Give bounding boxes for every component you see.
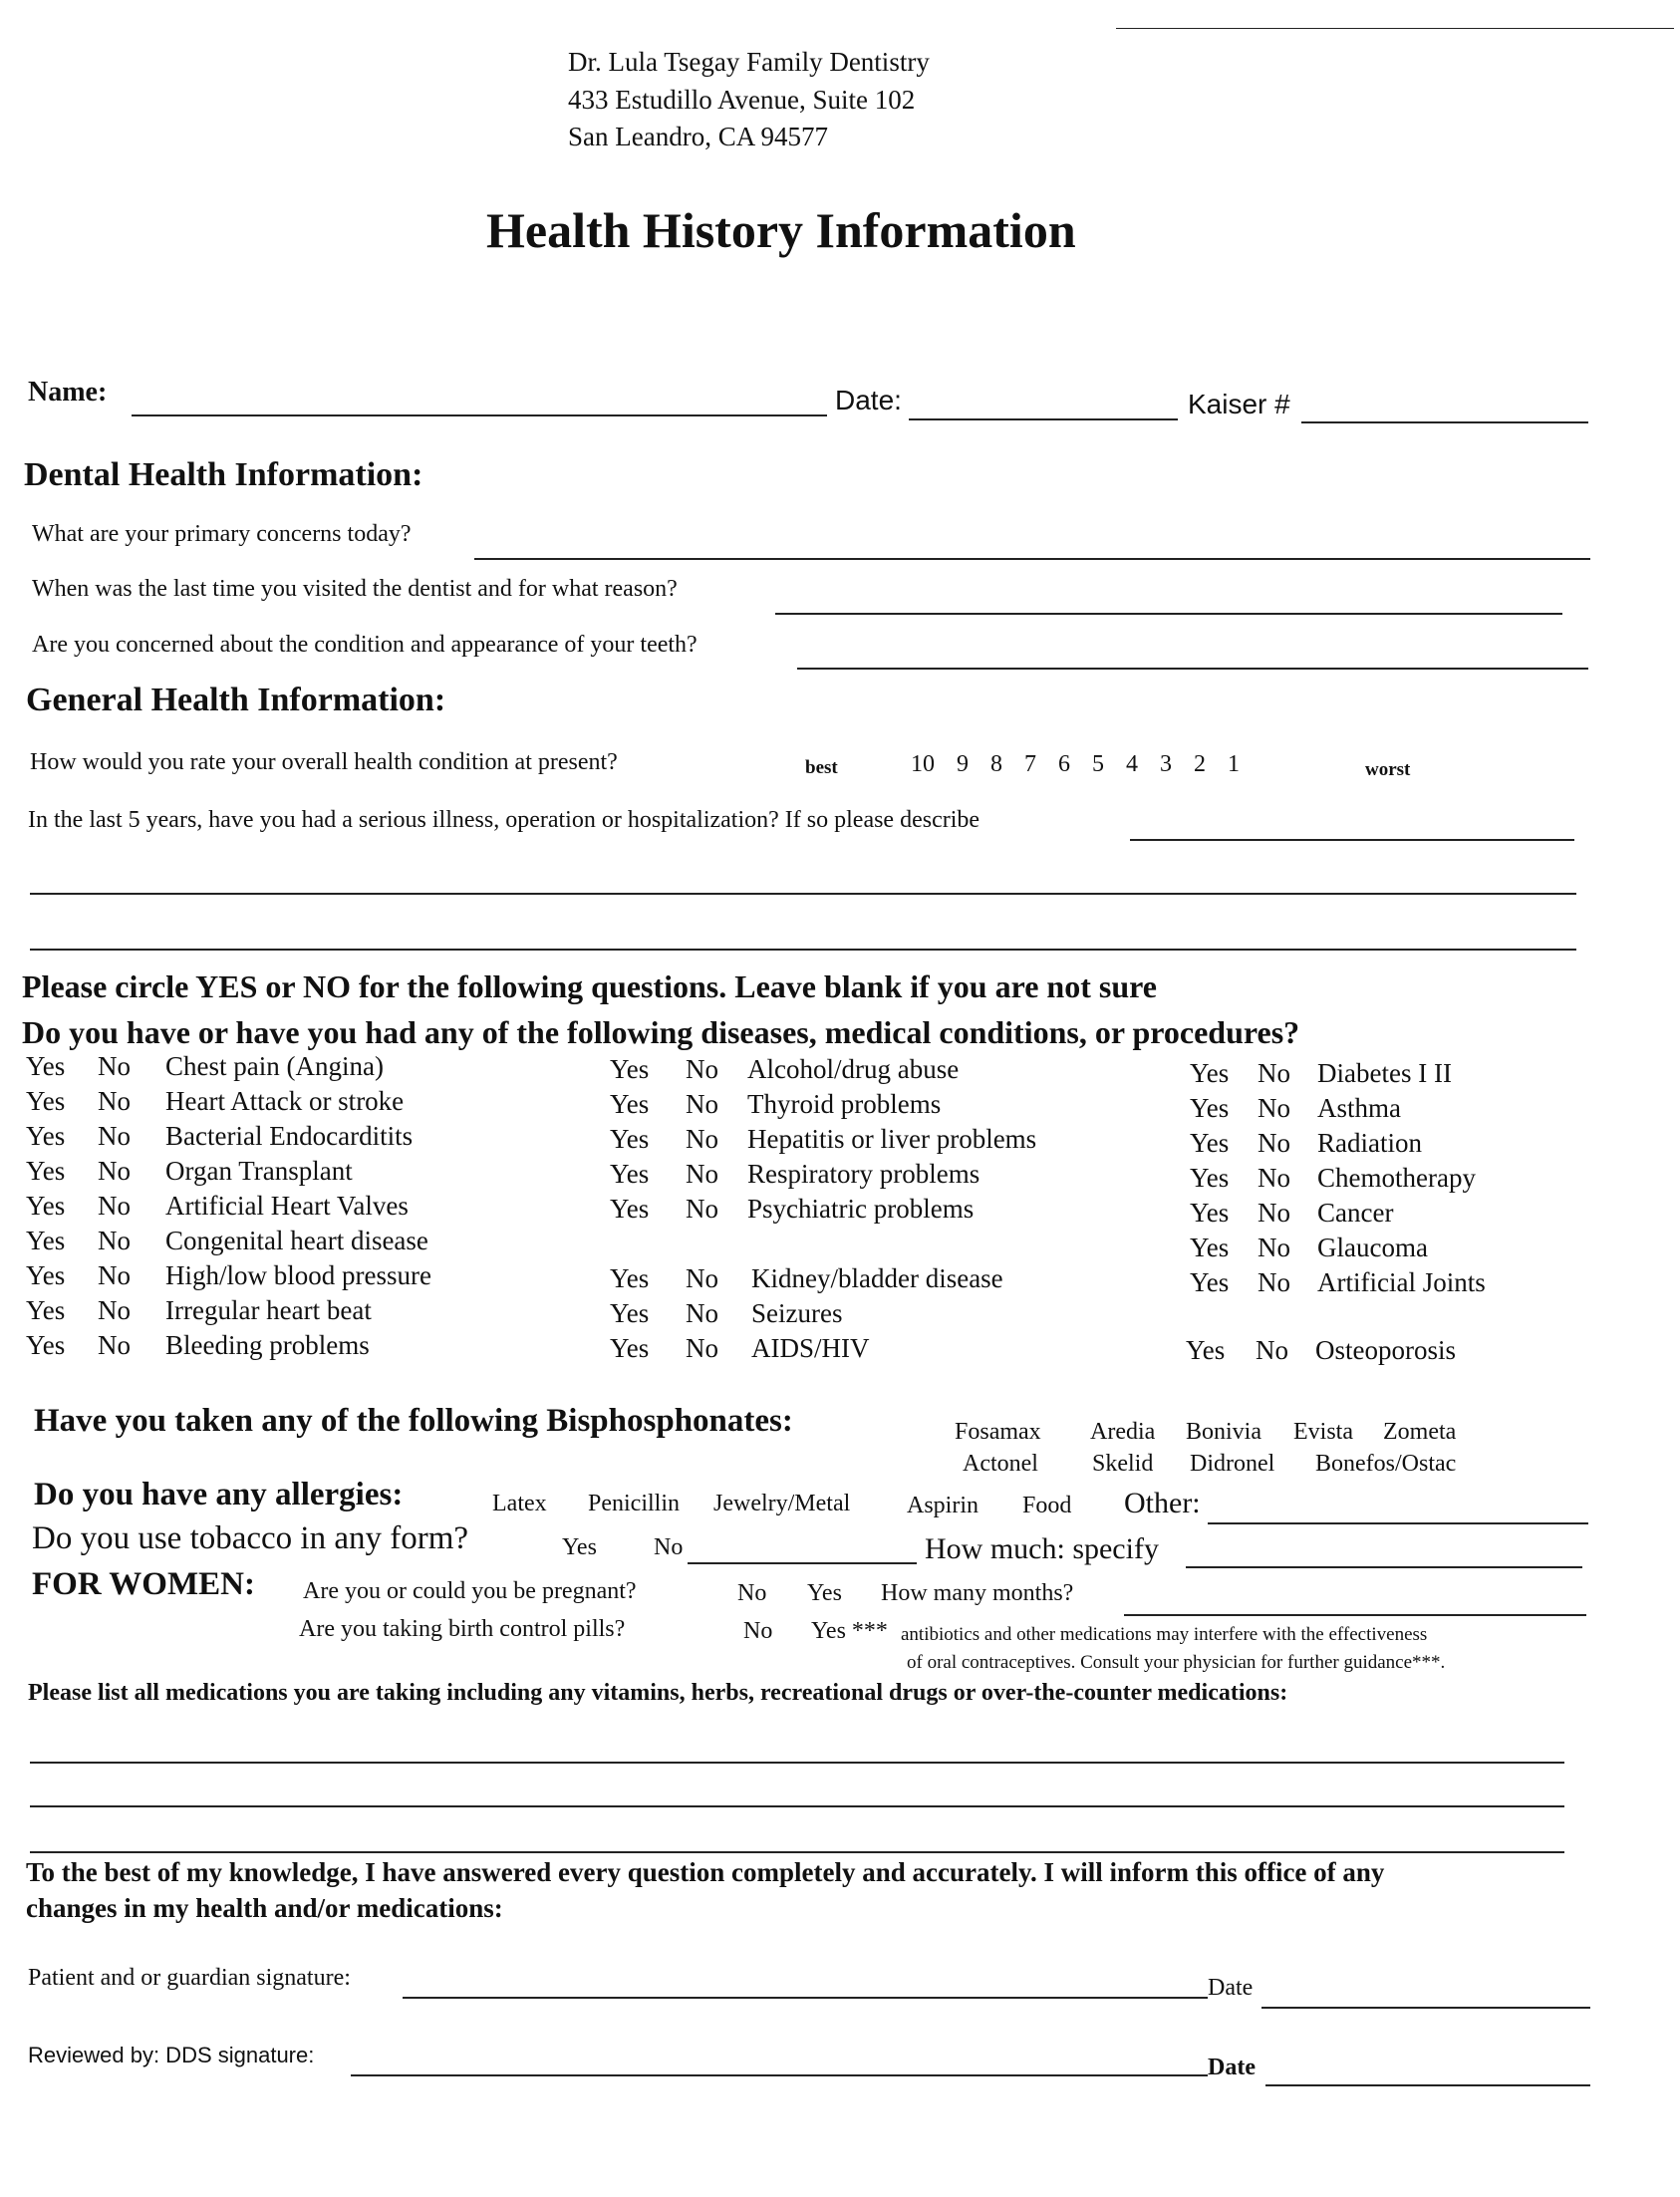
- health-rating-scale[interactable]: [911, 751, 1261, 778]
- no-option[interactable]: No: [1258, 1058, 1290, 1088]
- bis-bonefos[interactable]: Bonefos/Ostac: [1315, 1451, 1457, 1477]
- condition-label: Chest pain (Angina): [165, 1051, 384, 1081]
- no-option[interactable]: No: [98, 1330, 131, 1360]
- birth-control-yes[interactable]: Yes ***: [811, 1618, 888, 1644]
- birth-control-no[interactable]: No: [743, 1618, 773, 1644]
- no-option[interactable]: No: [1256, 1335, 1288, 1365]
- worst-label: worst: [1365, 759, 1411, 780]
- no-option[interactable]: No: [1258, 1198, 1290, 1228]
- allergy-latex[interactable]: Latex: [492, 1491, 547, 1516]
- yes-option[interactable]: Yes: [610, 1194, 650, 1224]
- yes-option[interactable]: Yes: [610, 1298, 650, 1328]
- date-label: Date:: [835, 385, 902, 415]
- dental-q1-field[interactable]: [474, 558, 1590, 560]
- illness-question: In the last 5 years, have you had a serious illness, operation or hospitalization? If so please describe: [28, 807, 980, 833]
- months-label: How many months?: [881, 1580, 1074, 1606]
- condition-label: Thyroid problems: [747, 1089, 942, 1119]
- condition-label: Irregular heart beat: [165, 1295, 372, 1325]
- attestation-line1: To the best of my knowledge, I have answered every question completely and accurately. I will inform this office of any: [26, 1857, 1385, 1887]
- no-option[interactable]: No: [98, 1156, 131, 1186]
- no-option[interactable]: No: [686, 1194, 718, 1224]
- no-option[interactable]: No: [98, 1260, 131, 1290]
- no-option[interactable]: No: [1258, 1267, 1290, 1297]
- condition-label: High/low blood pressure: [165, 1260, 431, 1290]
- tobacco-no[interactable]: No: [654, 1534, 684, 1560]
- rating-8[interactable]: 8: [990, 751, 1002, 777]
- bis-bonivia[interactable]: Bonivia: [1186, 1419, 1261, 1445]
- practice-address-line1: 433 Estudillo Avenue, Suite 102: [568, 85, 916, 115]
- yes-option[interactable]: Yes: [1190, 1093, 1230, 1123]
- tobacco-field[interactable]: [688, 1562, 917, 1564]
- yes-option[interactable]: Yes: [610, 1124, 650, 1154]
- dental-q3-field[interactable]: [797, 668, 1588, 670]
- yes-option[interactable]: Yes: [1190, 1198, 1230, 1228]
- yes-option[interactable]: Yes: [26, 1191, 66, 1221]
- top-rule: [1116, 28, 1674, 29]
- dental-heading: Dental Health Information:: [24, 456, 423, 493]
- tobacco-how-much-label: How much: specify: [925, 1532, 1159, 1565]
- bis-aredia[interactable]: Aredia: [1090, 1419, 1156, 1445]
- yes-option[interactable]: Yes: [1190, 1128, 1230, 1158]
- yes-option[interactable]: Yes: [1190, 1058, 1230, 1088]
- yes-option[interactable]: Yes: [26, 1260, 66, 1290]
- medications-field-2[interactable]: [30, 1805, 1564, 1807]
- condition-label: Kidney/bladder disease: [751, 1263, 1003, 1293]
- practice-address-line2: San Leandro, CA 94577: [568, 122, 828, 151]
- tobacco-label: Do you use tobacco in any form?: [32, 1520, 469, 1556]
- bis-didronel[interactable]: Didronel: [1190, 1451, 1275, 1477]
- tobacco-yes[interactable]: Yes: [562, 1534, 597, 1560]
- yes-option[interactable]: Yes: [26, 1330, 66, 1360]
- dental-q2-field[interactable]: [775, 613, 1562, 615]
- contraceptive-note-1: antibiotics and other medications may interfere with the effectiveness: [901, 1624, 1428, 1645]
- no-option[interactable]: No: [1258, 1128, 1290, 1158]
- no-option[interactable]: No: [98, 1226, 131, 1255]
- patient-signature-label: Patient and or guardian signature:: [28, 1965, 351, 1991]
- medications-field-3[interactable]: [30, 1851, 1564, 1853]
- condition-label: Hepatitis or liver problems: [747, 1124, 1037, 1154]
- bis-actonel[interactable]: Actonel: [963, 1451, 1038, 1477]
- rating-5[interactable]: 5: [1092, 751, 1104, 777]
- no-option[interactable]: No: [98, 1295, 131, 1325]
- bis-skelid[interactable]: Skelid: [1092, 1451, 1154, 1477]
- patient-date-field[interactable]: [1261, 2007, 1590, 2009]
- patient-date-label: Date: [1208, 1975, 1254, 2001]
- dental-q1: What are your primary concerns today?: [32, 521, 412, 547]
- attestation-line2: changes in my health and/or medications:: [26, 1893, 503, 1923]
- dental-q2: When was the last time you visited the dentist and for what reason?: [32, 576, 678, 602]
- condition-label: Radiation: [1317, 1128, 1422, 1158]
- no-option[interactable]: No: [686, 1054, 718, 1084]
- yes-option[interactable]: Yes: [26, 1086, 66, 1116]
- no-option[interactable]: No: [98, 1191, 131, 1221]
- no-option[interactable]: No: [686, 1089, 718, 1119]
- condition-label: Psychiatric problems: [747, 1194, 975, 1224]
- condition-label: Respiratory problems: [747, 1159, 980, 1189]
- name-label: Name:: [28, 377, 108, 408]
- yes-option[interactable]: Yes: [26, 1156, 66, 1186]
- condition-label: Glaucoma: [1317, 1233, 1428, 1262]
- yes-option[interactable]: Yes: [610, 1054, 650, 1084]
- allergy-other-field[interactable]: [1208, 1522, 1588, 1524]
- best-label: best: [805, 757, 838, 778]
- yes-option[interactable]: Yes: [610, 1263, 650, 1293]
- rating-7[interactable]: 7: [1024, 751, 1036, 777]
- condition-label: Bleeding problems: [165, 1330, 370, 1360]
- condition-label: Heart Attack or stroke: [165, 1086, 405, 1116]
- kaiser-field[interactable]: [1301, 421, 1588, 423]
- yes-option[interactable]: Yes: [610, 1089, 650, 1119]
- no-option[interactable]: No: [686, 1298, 718, 1328]
- kaiser-label: Kaiser #: [1188, 389, 1290, 419]
- yes-option[interactable]: Yes: [1190, 1267, 1230, 1297]
- condition-label: Bacterial Endocarditits: [165, 1121, 414, 1151]
- rate-question: How would you rate your overall health condition at present?: [30, 749, 618, 775]
- condition-label: Congenital heart disease: [165, 1226, 428, 1255]
- no-option[interactable]: No: [1258, 1163, 1290, 1193]
- no-option[interactable]: No: [98, 1086, 131, 1116]
- rating-2[interactable]: 2: [1194, 751, 1206, 777]
- women-label: FOR WOMEN:: [32, 1566, 255, 1602]
- dds-signature-field[interactable]: [351, 2074, 1208, 2076]
- rating-3[interactable]: 3: [1160, 751, 1172, 777]
- illness-field-1[interactable]: [1130, 839, 1574, 841]
- condition-label: Cancer: [1317, 1198, 1394, 1228]
- dental-q3: Are you concerned about the condition and appearance of your teeth?: [32, 632, 698, 658]
- yes-option[interactable]: Yes: [1190, 1233, 1230, 1262]
- no-option[interactable]: No: [686, 1333, 718, 1363]
- yes-option[interactable]: Yes: [1186, 1335, 1226, 1365]
- rating-9[interactable]: 9: [957, 751, 969, 777]
- months-field[interactable]: [1124, 1614, 1586, 1616]
- tobacco-how-much-field[interactable]: [1186, 1566, 1582, 1568]
- rating-1[interactable]: 1: [1228, 751, 1240, 777]
- no-option[interactable]: No: [98, 1121, 131, 1151]
- allergies-label: Do you have any allergies:: [34, 1477, 404, 1512]
- contraceptive-note-2: of oral contraceptives. Consult your physician for further guidance***.: [907, 1652, 1446, 1673]
- birth-control-question: Are you taking birth control pills?: [299, 1616, 626, 1642]
- pregnant-yes[interactable]: Yes: [807, 1580, 842, 1606]
- bis-zometa[interactable]: Zometa: [1383, 1419, 1457, 1445]
- rating-6[interactable]: 6: [1058, 751, 1070, 777]
- condition-label: Asthma: [1317, 1093, 1401, 1123]
- yes-option[interactable]: Yes: [610, 1333, 650, 1363]
- medications-label: Please list all medications you are taking including any vitamins, herbs, recreational drugs or over-the-counter medications:: [28, 1680, 1288, 1706]
- yes-option[interactable]: Yes: [610, 1159, 650, 1189]
- no-option[interactable]: No: [686, 1263, 718, 1293]
- conditions-question: Do you have or have you had any of the following diseases, medical conditions, or procedures?: [22, 1014, 1300, 1050]
- yes-option[interactable]: Yes: [26, 1295, 66, 1325]
- yes-option[interactable]: Yes: [26, 1121, 66, 1151]
- dds-date-label: Date: [1208, 2055, 1256, 2080]
- allergy-food[interactable]: Food: [1022, 1493, 1072, 1518]
- yes-option[interactable]: Yes: [26, 1226, 66, 1255]
- condition-label: AIDS/HIV: [751, 1333, 870, 1363]
- yes-option[interactable]: Yes: [26, 1051, 66, 1081]
- condition-label: Chemotherapy: [1317, 1163, 1476, 1193]
- no-option[interactable]: No: [686, 1159, 718, 1189]
- allergy-aspirin[interactable]: Aspirin: [907, 1493, 979, 1518]
- patient-signature-field[interactable]: [403, 1997, 1208, 1999]
- allergy-penicillin[interactable]: Penicillin: [588, 1491, 680, 1516]
- bis-fosamax[interactable]: Fosamax: [955, 1419, 1041, 1445]
- condition-label: Artificial Joints: [1317, 1267, 1486, 1297]
- rating-4[interactable]: 4: [1126, 751, 1138, 777]
- reviewed-by-label: Reviewed by: DDS signature:: [28, 2043, 315, 2067]
- no-option[interactable]: No: [1258, 1093, 1290, 1123]
- condition-label: Artificial Heart Valves: [165, 1191, 409, 1221]
- allergy-jewelry-metal[interactable]: Jewelry/Metal: [713, 1491, 851, 1516]
- condition-label: Alcohol/drug abuse: [747, 1054, 960, 1084]
- yes-option[interactable]: Yes: [1190, 1163, 1230, 1193]
- bis-evista[interactable]: Evista: [1293, 1419, 1353, 1445]
- illness-field-2[interactable]: [30, 893, 1576, 895]
- no-option[interactable]: No: [98, 1051, 131, 1081]
- no-option[interactable]: No: [686, 1124, 718, 1154]
- medications-field-1[interactable]: [30, 1762, 1564, 1764]
- condition-label: Seizures: [751, 1298, 843, 1328]
- pregnant-question: Are you or could you be pregnant?: [303, 1578, 637, 1604]
- practice-name: Dr. Lula Tsegay Family Dentistry: [568, 47, 930, 77]
- no-option[interactable]: No: [1258, 1233, 1290, 1262]
- general-heading: General Health Information:: [26, 682, 446, 718]
- condition-label: Organ Transplant: [165, 1156, 353, 1186]
- dds-date-field[interactable]: [1265, 2084, 1590, 2086]
- condition-label: Osteoporosis: [1315, 1335, 1456, 1365]
- allergy-other-label: Other:: [1124, 1487, 1201, 1519]
- pregnant-no[interactable]: No: [737, 1580, 767, 1606]
- page-title: Health History Information: [486, 202, 1076, 258]
- bisphosphonates-label: Have you taken any of the following Bisphosphonates:: [34, 1403, 793, 1439]
- condition-label: Diabetes I II: [1317, 1058, 1452, 1088]
- circle-instructions: Please circle YES or NO for the following questions. Leave blank if you are not sure: [22, 968, 1157, 1004]
- name-field[interactable]: [132, 414, 827, 416]
- illness-field-3[interactable]: [30, 949, 1576, 951]
- rating-10[interactable]: 10: [911, 751, 935, 777]
- date-field[interactable]: [909, 418, 1178, 420]
